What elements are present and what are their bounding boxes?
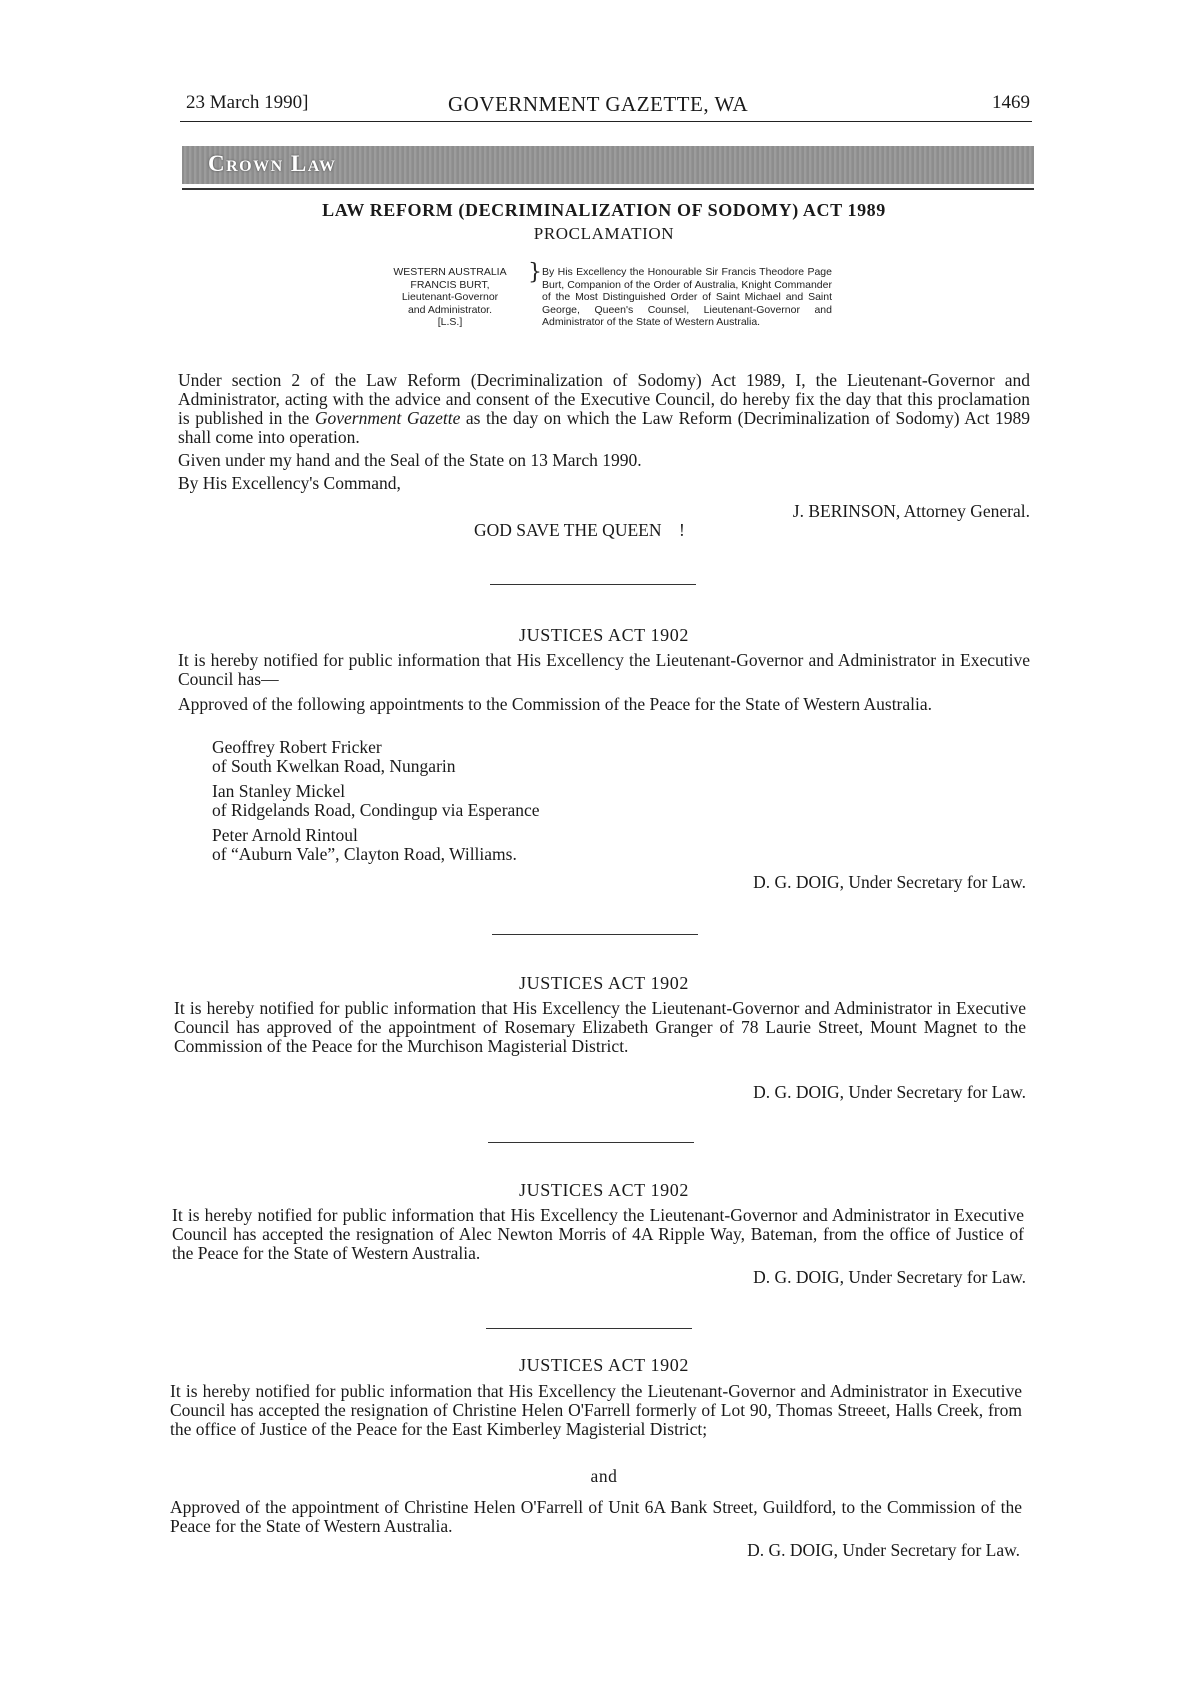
header-rule — [180, 121, 1032, 122]
header-page-number: 1469 — [992, 92, 1030, 113]
proclamation-closing: GOD SAVE THE QUEEN ! — [474, 520, 685, 540]
proclamation-subtitle: PROCLAMATION — [533, 224, 675, 243]
separator-rule — [490, 584, 696, 585]
section-banner-label: Crown Law — [208, 151, 337, 176]
proclamation-body-end: as the day on which the Law Reform (Decriminalization of Sodomy) Act 1989 shall come into operation. — [178, 408, 1030, 447]
proclamation-given: Given under my hand and the Seal of the State on 13 March 1990. — [178, 450, 642, 470]
notice-4-signature: D. G. DOIG, Under Secretary for Law. — [747, 1540, 1020, 1560]
separator-rule — [488, 1142, 694, 1143]
notice-1-signature: D. G. DOIG, Under Secretary for Law. — [753, 872, 1026, 892]
appointee-address: of Ridgelands Road, Condingup via Esperance — [212, 800, 540, 820]
signatory-line: FRANCIS BURT, — [410, 278, 490, 291]
signatory-line: WESTERN AUSTRALIA — [393, 266, 507, 278]
appointee-address: of “Auburn Vale”, Clayton Road, Williams. — [212, 844, 517, 864]
notice-1-title: JUSTICES ACT 1902 — [519, 625, 689, 645]
signatory-line: [L.S.] — [437, 316, 463, 328]
section-banner — [182, 146, 1034, 184]
signatory-line: and Administrator. — [407, 303, 493, 316]
notice-1-approved: Approved of the following appointments to the Commission of the Peace for the State of Western Australia. — [178, 694, 933, 714]
brace-icon: } — [528, 260, 542, 285]
appointee-name: Geoffrey Robert Fricker — [212, 737, 382, 757]
banner-rule — [182, 188, 1034, 190]
notice-3-signature: D. G. DOIG, Under Secretary for Law. — [753, 1267, 1026, 1287]
appointee-name: Peter Arnold Rintoul — [212, 825, 358, 845]
separator-rule — [492, 934, 698, 935]
proclamation-signatory-block — [378, 266, 522, 329]
notice-4-body: It is hereby notified for public information that His Excellency the Lieutenant-Governor and Administrator in Executive Council has accepted the resignation of Christine Helen O'Farrell formerly of Lot 90, Thomas Streeet, Halls Creek, from the office of Justice of the Peace for the East Kimberley Magisterial District; — [170, 1381, 1022, 1439]
proclamation-body-italic: Government Gazette — [314, 408, 461, 428]
proclamation-body — [178, 371, 1030, 447]
running-header — [186, 92, 1030, 122]
notice-2-title: JUSTICES ACT 1902 — [519, 973, 689, 993]
signatory-line: Lieutenant-Governor — [401, 291, 499, 303]
notice-4-body-2: Approved of the appointment of Christine Helen O'Farrell of Unit 6A Bank Street, Guildford, to the Commission of the Peace for the State of Western Australia. — [170, 1497, 1022, 1536]
notice-1-intro: It is hereby notified for public information that His Excellency the Lieutenant-Governor and Administrator in Executive Council has— — [178, 650, 1030, 689]
proclamation-signature: J. BERINSON, Attorney General. — [792, 501, 1030, 521]
notice-4-conjunction: and — [590, 1466, 618, 1486]
proclamation-style-block: By His Excellency the Honourable Sir Francis Theodore Page Burt, Companion of the Order of Australia, Knight Commander of the Most Distinguished Order of Saint Michael and Saint George, Queen's Counsel, Lieutenant-Governor and Administrator of the State of Western Australia. — [542, 266, 832, 328]
header-date: 23 March 1990] — [186, 92, 309, 113]
proclamation-body-start: Under section 2 of the Law Reform (Decriminalization of Sodomy) Act 1989, I, the Lieutenant-Governor and Administrator, acting with the advice and consent of the Executive Council, do hereby fix the day that this proclamation is published in the — [178, 370, 1030, 428]
notice-2-signature: D. G. DOIG, Under Secretary for Law. — [753, 1082, 1026, 1102]
notice-2-body: It is hereby notified for public information that His Excellency the Lieutenant-Governor and Administrator in Executive Council has approved of the appointment of Rosemary Elizabeth Granger of 78 Laurie Street, Mount Magnet to the Commission of the Peace for the Murchison Magisterial District. — [174, 998, 1026, 1056]
appointee-name: Ian Stanley Mickel — [212, 781, 346, 801]
notice-4-title: JUSTICES ACT 1902 — [519, 1355, 689, 1375]
appointee-address: of South Kwelkan Road, Nungarin — [212, 756, 456, 776]
separator-rule — [486, 1328, 692, 1329]
header-gazette-title: GOVERNMENT GAZETTE, WA — [448, 92, 749, 116]
proclamation-command: By His Excellency's Command, — [178, 473, 401, 493]
notice-3-body: It is hereby notified for public information that His Excellency the Lieutenant-Governor and Administrator in Executive Council has accepted the resignation of Alec Newton Morris of 4A Ripple Way, Bateman, from the office of Justice of the Peace for the State of Western Australia. — [172, 1205, 1024, 1263]
proclamation-title: LAW REFORM (DECRIMINALIZATION OF SODOMY) ACT 1989 — [322, 200, 886, 220]
notice-3-title: JUSTICES ACT 1902 — [519, 1180, 689, 1200]
